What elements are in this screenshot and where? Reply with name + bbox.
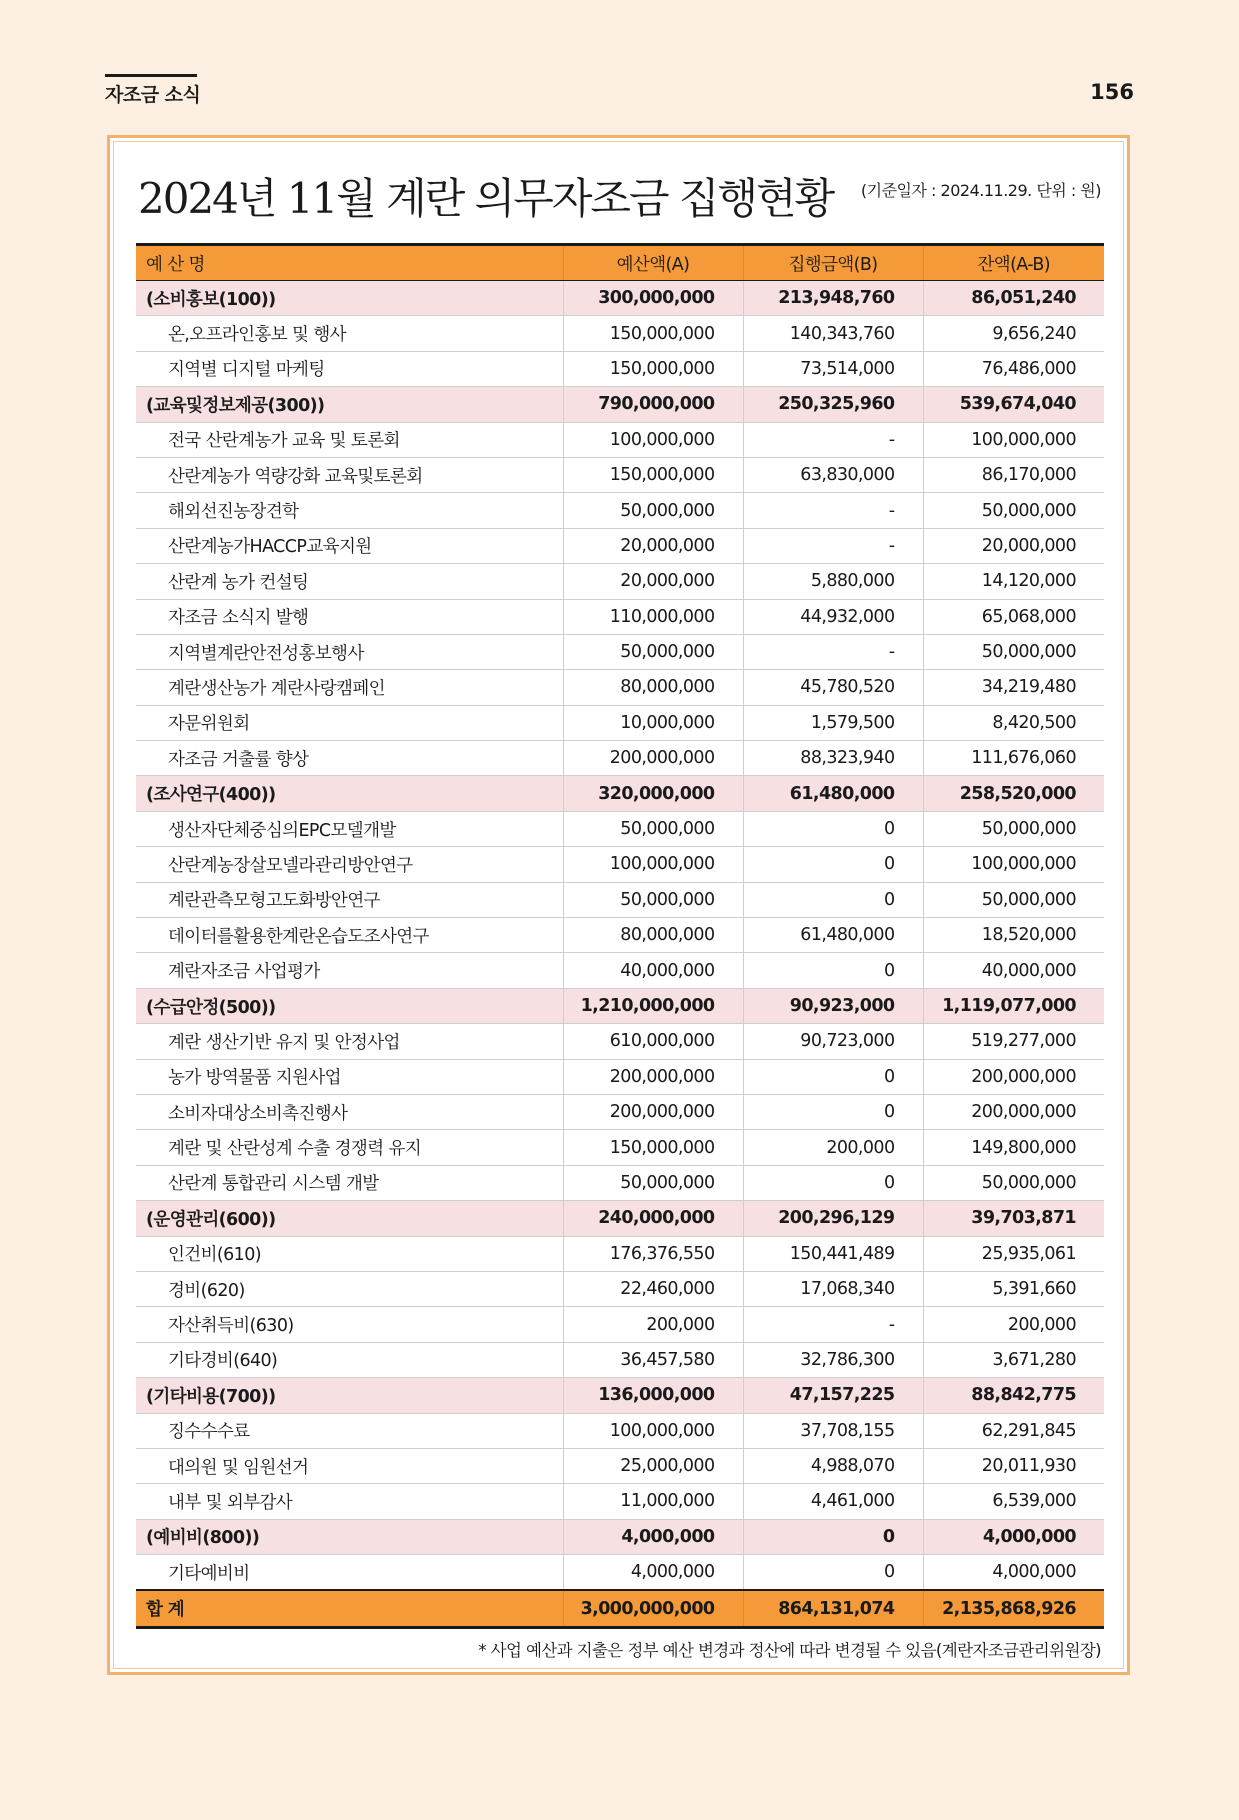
- row-budget: 100,000,000: [563, 1413, 743, 1448]
- row-balance: 111,676,060: [923, 741, 1104, 776]
- row-name: 징수수수료: [136, 1413, 563, 1448]
- budget-table-body: [136, 281, 1104, 1628]
- header-spent-amount: 집행금액(B): [743, 245, 923, 281]
- row-spent: 140,343,760: [743, 316, 923, 351]
- row-budget: 22,460,000: [563, 1271, 743, 1306]
- section-label: 자조금 소식: [105, 84, 201, 106]
- row-name: (소비홍보(100)): [136, 281, 563, 316]
- row-balance: 62,291,845: [923, 1413, 1104, 1448]
- row-balance: 50,000,000: [923, 634, 1104, 669]
- category-row: [136, 1519, 1104, 1554]
- page-number: 156: [1090, 80, 1134, 104]
- row-spent: 47,157,225: [743, 1378, 923, 1413]
- row-budget: 200,000,000: [563, 741, 743, 776]
- row-spent: 73,514,000: [743, 351, 923, 386]
- row-spent: 0: [743, 1094, 923, 1129]
- row-name: 산란계농가HACCP교육지원: [136, 528, 563, 563]
- row-name: 자산취득비(630): [136, 1307, 563, 1342]
- row-balance: 14,120,000: [923, 564, 1104, 599]
- row-spent: -: [743, 528, 923, 563]
- row-balance: 86,051,240: [923, 281, 1104, 316]
- row-name: 내부 및 외부감사: [136, 1484, 563, 1519]
- row-budget: 150,000,000: [563, 316, 743, 351]
- row-balance: 100,000,000: [923, 422, 1104, 457]
- table-row: [136, 1555, 1104, 1591]
- table-row: [136, 1094, 1104, 1129]
- row-budget: 3,000,000,000: [563, 1590, 743, 1627]
- row-budget: 50,000,000: [563, 634, 743, 669]
- row-budget: 320,000,000: [563, 776, 743, 811]
- total-row: [136, 1590, 1104, 1627]
- row-budget: 80,000,000: [563, 670, 743, 705]
- row-balance: 50,000,000: [923, 811, 1104, 846]
- row-budget: 200,000: [563, 1307, 743, 1342]
- table-row: [136, 528, 1104, 563]
- row-budget: 10,000,000: [563, 705, 743, 740]
- report-title: 2024년 11월 계란 의무자조금 집행현황: [138, 174, 834, 223]
- row-name: 데이터를활용한계란온습도조사연구: [136, 918, 563, 953]
- table-row: [136, 1236, 1104, 1271]
- row-balance: 65,068,000: [923, 599, 1104, 634]
- budget-table: [136, 243, 1104, 1629]
- table-row: [136, 599, 1104, 634]
- row-balance: 18,520,000: [923, 918, 1104, 953]
- row-name: 자조금 소식지 발행: [136, 599, 563, 634]
- row-balance: 25,935,061: [923, 1236, 1104, 1271]
- row-budget: 200,000,000: [563, 1059, 743, 1094]
- footnote: * 사업 예산과 지출은 정부 예산 변경과 정산에 따라 변경될 수 있음(계란자조금관리위원장): [478, 1641, 1101, 1660]
- row-name: 전국 산란계농가 교육 및 토론회: [136, 422, 563, 457]
- table-row: [136, 1342, 1104, 1377]
- row-spent: 864,131,074: [743, 1590, 923, 1627]
- row-name: (수급안정(500)): [136, 988, 563, 1023]
- row-budget: 25,000,000: [563, 1448, 743, 1483]
- row-spent: 37,708,155: [743, 1413, 923, 1448]
- category-row: [136, 387, 1104, 422]
- row-balance: 3,671,280: [923, 1342, 1104, 1377]
- row-balance: 100,000,000: [923, 847, 1104, 882]
- row-budget: 20,000,000: [563, 564, 743, 599]
- table-row: [136, 1059, 1104, 1094]
- table-row: [136, 705, 1104, 740]
- row-name: 산란계농가 역량강화 교육및토론회: [136, 457, 563, 492]
- row-balance: 50,000,000: [923, 1165, 1104, 1200]
- row-balance: 20,011,930: [923, 1448, 1104, 1483]
- row-balance: 4,000,000: [923, 1519, 1104, 1554]
- row-balance: 8,420,500: [923, 705, 1104, 740]
- row-budget: 50,000,000: [563, 811, 743, 846]
- row-balance: 519,277,000: [923, 1024, 1104, 1059]
- row-spent: 5,880,000: [743, 564, 923, 599]
- row-name: 소비자대상소비촉진행사: [136, 1094, 563, 1129]
- row-name: 산란계 농가 컨설팅: [136, 564, 563, 599]
- row-name: 온,오프라인홍보 및 행사: [136, 316, 563, 351]
- category-row: [136, 281, 1104, 316]
- table-row: [136, 1484, 1104, 1519]
- report-meta: (기준일자 : 2024.11.29. 단위 : 원): [860, 181, 1101, 200]
- row-spent: 4,461,000: [743, 1484, 923, 1519]
- row-name: 계란 생산기반 유지 및 안정사업: [136, 1024, 563, 1059]
- row-name: 지역별계란안전성홍보행사: [136, 634, 563, 669]
- report-card: [107, 135, 1130, 1675]
- row-name: 해외선진농장견학: [136, 493, 563, 528]
- row-budget: 1,210,000,000: [563, 988, 743, 1023]
- row-spent: 63,830,000: [743, 457, 923, 492]
- row-name: (운영관리(600)): [136, 1201, 563, 1236]
- row-budget: 200,000,000: [563, 1094, 743, 1129]
- row-balance: 258,520,000: [923, 776, 1104, 811]
- row-balance: 2,135,868,926: [923, 1590, 1104, 1627]
- table-row: [136, 1130, 1104, 1165]
- row-budget: 50,000,000: [563, 882, 743, 917]
- row-balance: 34,219,480: [923, 670, 1104, 705]
- row-budget: 4,000,000: [563, 1555, 743, 1591]
- table-row: [136, 634, 1104, 669]
- row-budget: 4,000,000: [563, 1519, 743, 1554]
- row-balance: 50,000,000: [923, 493, 1104, 528]
- row-balance: 88,842,775: [923, 1378, 1104, 1413]
- row-name: 자조금 거출률 향상: [136, 741, 563, 776]
- table-row: [136, 1413, 1104, 1448]
- table-row: [136, 457, 1104, 492]
- table-row: [136, 564, 1104, 599]
- row-spent: 0: [743, 811, 923, 846]
- row-spent: 45,780,520: [743, 670, 923, 705]
- row-spent: -: [743, 493, 923, 528]
- row-balance: 20,000,000: [923, 528, 1104, 563]
- row-spent: 250,325,960: [743, 387, 923, 422]
- row-spent: 0: [743, 1165, 923, 1200]
- row-spent: 0: [743, 1059, 923, 1094]
- table-row: [136, 918, 1104, 953]
- row-name: 계란 및 산란성계 수출 경쟁력 유지: [136, 1130, 563, 1165]
- row-balance: 200,000,000: [923, 1094, 1104, 1129]
- row-balance: 149,800,000: [923, 1130, 1104, 1165]
- row-budget: 100,000,000: [563, 847, 743, 882]
- row-name: 대의원 및 임원선거: [136, 1448, 563, 1483]
- row-spent: 61,480,000: [743, 918, 923, 953]
- row-name: 산란계 통합관리 시스템 개발: [136, 1165, 563, 1200]
- table-row: [136, 811, 1104, 846]
- row-budget: 610,000,000: [563, 1024, 743, 1059]
- row-budget: 40,000,000: [563, 953, 743, 988]
- table-row: [136, 847, 1104, 882]
- table-row: [136, 422, 1104, 457]
- row-spent: 4,988,070: [743, 1448, 923, 1483]
- row-budget: 110,000,000: [563, 599, 743, 634]
- row-spent: 0: [743, 847, 923, 882]
- row-balance: 9,656,240: [923, 316, 1104, 351]
- table-row: [136, 1307, 1104, 1342]
- row-name: 기타경비(640): [136, 1342, 563, 1377]
- table-row: [136, 1024, 1104, 1059]
- header-budget-name: 예 산 명: [136, 245, 563, 281]
- row-spent: 88,323,940: [743, 741, 923, 776]
- row-name: 계란관측모형고도화방안연구: [136, 882, 563, 917]
- table-row: [136, 316, 1104, 351]
- table-row: [136, 1165, 1104, 1200]
- table-row: [136, 670, 1104, 705]
- row-balance: 200,000,000: [923, 1059, 1104, 1094]
- row-budget: 80,000,000: [563, 918, 743, 953]
- row-spent: 213,948,760: [743, 281, 923, 316]
- row-balance: 40,000,000: [923, 953, 1104, 988]
- table-row: [136, 953, 1104, 988]
- row-spent: -: [743, 422, 923, 457]
- row-spent: 0: [743, 1519, 923, 1554]
- row-name: (예비비(800)): [136, 1519, 563, 1554]
- row-spent: -: [743, 634, 923, 669]
- row-spent: 150,441,489: [743, 1236, 923, 1271]
- row-spent: 90,923,000: [743, 988, 923, 1023]
- category-row: [136, 1201, 1104, 1236]
- row-name: 산란계농장살모넬라관리방안연구: [136, 847, 563, 882]
- table-header-row: [136, 245, 1104, 281]
- row-spent: 0: [743, 882, 923, 917]
- row-budget: 150,000,000: [563, 1130, 743, 1165]
- row-budget: 150,000,000: [563, 457, 743, 492]
- row-name: 인건비(610): [136, 1236, 563, 1271]
- row-budget: 240,000,000: [563, 1201, 743, 1236]
- row-balance: 200,000: [923, 1307, 1104, 1342]
- row-budget: 20,000,000: [563, 528, 743, 563]
- row-spent: 200,296,129: [743, 1201, 923, 1236]
- row-budget: 150,000,000: [563, 351, 743, 386]
- row-budget: 50,000,000: [563, 1165, 743, 1200]
- row-spent: 0: [743, 953, 923, 988]
- row-balance: 39,703,871: [923, 1201, 1104, 1236]
- row-spent: 32,786,300: [743, 1342, 923, 1377]
- row-name: 계란생산농가 계란사랑캠페인: [136, 670, 563, 705]
- category-row: [136, 1378, 1104, 1413]
- row-budget: 300,000,000: [563, 281, 743, 316]
- row-name: 계란자조금 사업평가: [136, 953, 563, 988]
- row-budget: 790,000,000: [563, 387, 743, 422]
- row-name: 지역별 디지털 마케팅: [136, 351, 563, 386]
- row-budget: 136,000,000: [563, 1378, 743, 1413]
- category-row: [136, 776, 1104, 811]
- table-row: [136, 1448, 1104, 1483]
- row-spent: 61,480,000: [743, 776, 923, 811]
- row-balance: 76,486,000: [923, 351, 1104, 386]
- table-row: [136, 351, 1104, 386]
- row-name: 자문위원회: [136, 705, 563, 740]
- row-budget: 11,000,000: [563, 1484, 743, 1519]
- row-spent: 44,932,000: [743, 599, 923, 634]
- row-balance: 6,539,000: [923, 1484, 1104, 1519]
- row-name: (교육및정보제공(300)): [136, 387, 563, 422]
- row-name: (기타비용(700)): [136, 1378, 563, 1413]
- row-spent: 200,000: [743, 1130, 923, 1165]
- row-name: 기타예비비: [136, 1555, 563, 1591]
- row-spent: 90,723,000: [743, 1024, 923, 1059]
- row-balance: 50,000,000: [923, 882, 1104, 917]
- row-name: (조사연구(400)): [136, 776, 563, 811]
- row-name: 합 계: [136, 1590, 563, 1627]
- row-name: 농가 방역물품 지원사업: [136, 1059, 563, 1094]
- header-balance: 잔액(A-B): [923, 245, 1104, 281]
- row-spent: 0: [743, 1555, 923, 1591]
- row-spent: 1,579,500: [743, 705, 923, 740]
- row-budget: 100,000,000: [563, 422, 743, 457]
- row-name: 경비(620): [136, 1271, 563, 1306]
- table-row: [136, 1271, 1104, 1306]
- header-rule: [105, 74, 197, 77]
- table-row: [136, 882, 1104, 917]
- table-row: [136, 741, 1104, 776]
- row-balance: 4,000,000: [923, 1555, 1104, 1591]
- category-row: [136, 988, 1104, 1023]
- row-spent: 17,068,340: [743, 1271, 923, 1306]
- row-balance: 1,119,077,000: [923, 988, 1104, 1023]
- row-balance: 86,170,000: [923, 457, 1104, 492]
- row-budget: 50,000,000: [563, 493, 743, 528]
- row-budget: 176,376,550: [563, 1236, 743, 1271]
- header-budget-amount: 예산액(A): [563, 245, 743, 281]
- row-balance: 539,674,040: [923, 387, 1104, 422]
- row-balance: 5,391,660: [923, 1271, 1104, 1306]
- table-row: [136, 493, 1104, 528]
- row-spent: -: [743, 1307, 923, 1342]
- row-name: 생산자단체중심의EPC모델개발: [136, 811, 563, 846]
- row-budget: 36,457,580: [563, 1342, 743, 1377]
